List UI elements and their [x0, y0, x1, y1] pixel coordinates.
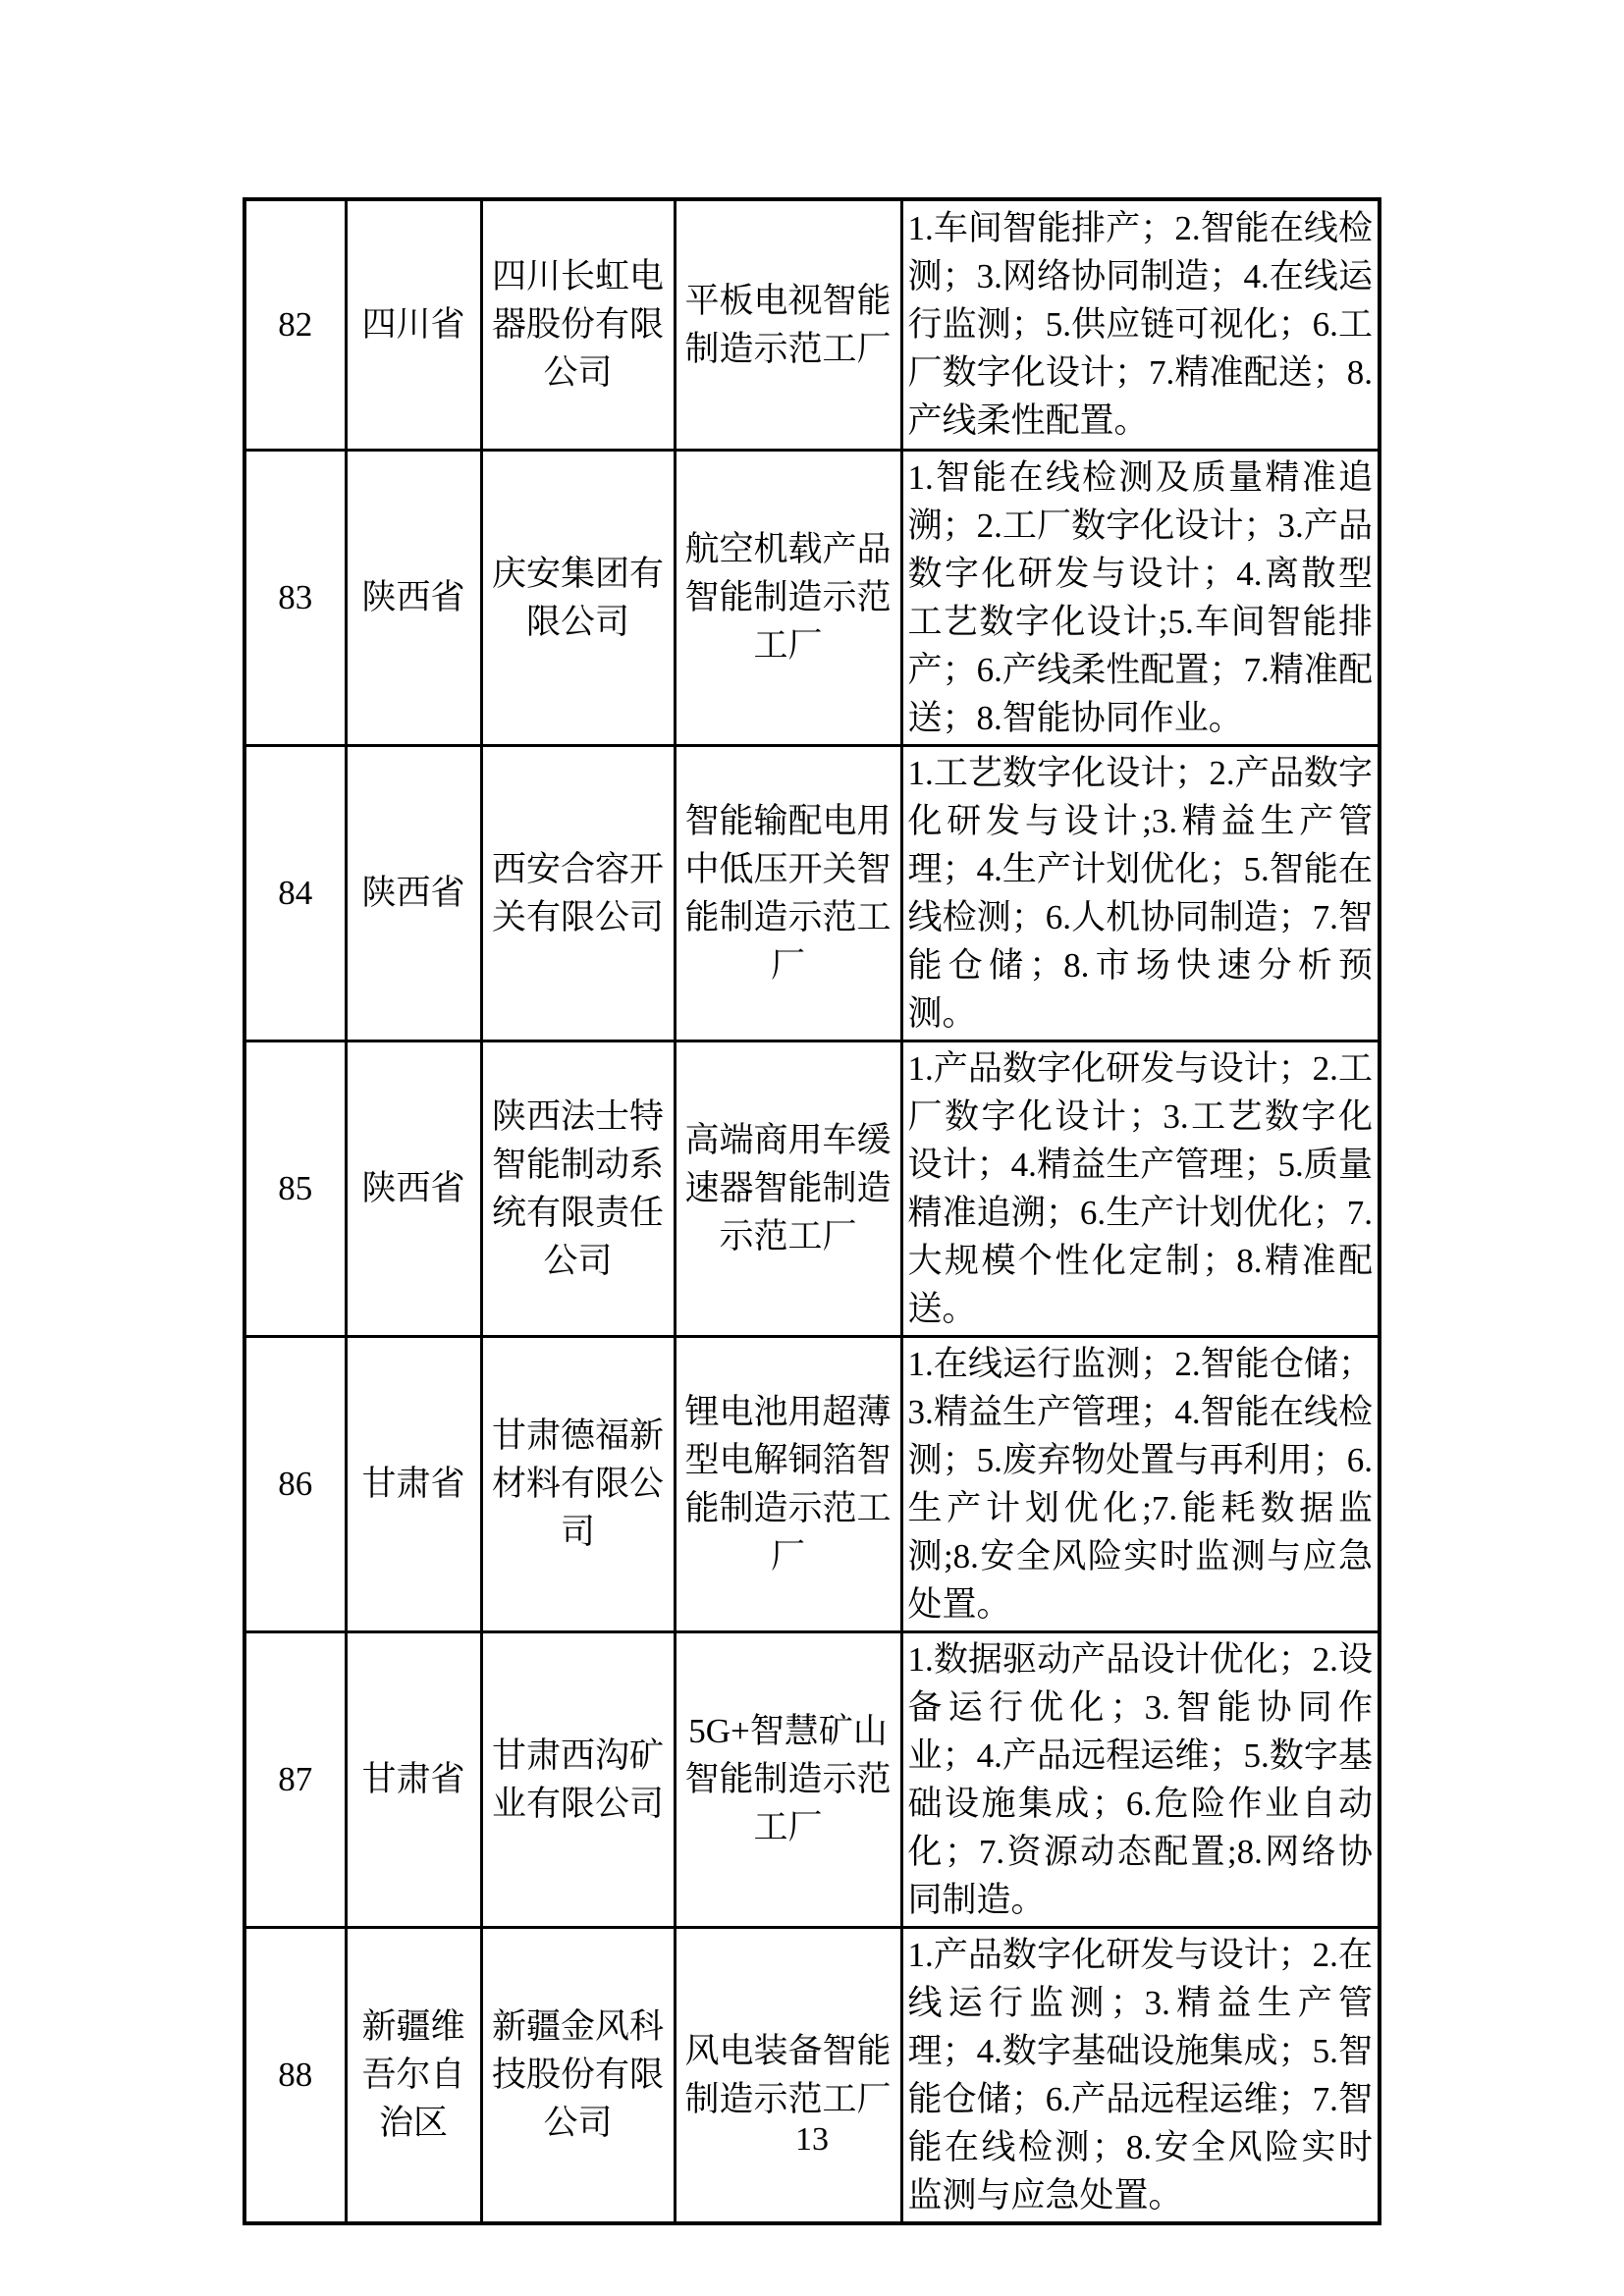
features-cell: 1.产品数字化研发与设计；2.工厂数字化设计；3.工艺数字化设计；4.精益生产管理；5.质量精准追溯；6.生产计划优化；7.大规模个性化定制；8.精准配送。 [901, 1041, 1380, 1336]
factory-name-cell: 智能输配电用中低压开关智能制造示范工厂 [675, 745, 901, 1041]
table-row [244, 1631, 1380, 1927]
table-row [244, 1041, 1380, 1336]
province-cell: 陕西省 [346, 745, 481, 1041]
features-cell: 1.在线运行监测；2.智能仓储；3.精益生产管理；4.智能在线检测；5.废弃物处置与再利用；6.生产计划优化;7.能耗数据监测;8.安全风险实时监测与应急处置。 [901, 1336, 1380, 1631]
province-cell: 四川省 [346, 199, 481, 450]
page-number: 13 [795, 2121, 829, 2158]
row-number: 83 [244, 450, 346, 745]
company-cell: 陕西法士特智能制动系统有限责任公司 [481, 1041, 675, 1336]
table-row [244, 1336, 1380, 1631]
features-cell: 1.车间智能排产；2.智能在线检测；3.网络协同制造；4.在线运行监测；5.供应链可视化；6.工厂数字化设计；7.精准配送；8.产线柔性配置。 [901, 199, 1380, 450]
company-cell: 甘肃德福新材料有限公司 [481, 1336, 675, 1631]
features-cell: 1.智能在线检测及质量精准追溯；2.工厂数字化设计；3.产品数字化研发与设计；4.离散型工艺数字化设计;5.车间智能排产；6.产线柔性配置；7.精准配送；8.智能协同作业。 [901, 450, 1380, 745]
table-row [244, 745, 1380, 1041]
factory-name-cell: 航空机载产品智能制造示范工厂 [675, 450, 901, 745]
table-row [244, 199, 1380, 450]
factory-name-cell: 平板电视智能制造示范工厂 [675, 199, 901, 450]
factory-name-cell: 锂电池用超薄型电解铜箔智能制造示范工厂 [675, 1336, 901, 1631]
row-number: 82 [244, 199, 346, 450]
province-cell: 陕西省 [346, 1041, 481, 1336]
province-cell: 甘肃省 [346, 1336, 481, 1631]
company-cell: 甘肃西沟矿业有限公司 [481, 1631, 675, 1927]
table-row [244, 1927, 1380, 2223]
row-number: 84 [244, 745, 346, 1041]
row-number: 88 [244, 1927, 346, 2223]
row-number: 85 [244, 1041, 346, 1336]
company-cell: 西安合容开关有限公司 [481, 745, 675, 1041]
province-cell: 甘肃省 [346, 1631, 481, 1927]
features-cell: 1.数据驱动产品设计优化；2.设备运行优化；3.智能协同作业；4.产品远程运维；5.数字基础设施集成；6.危险作业自动化；7.资源动态配置;8.网络协同制造。 [901, 1631, 1380, 1927]
factory-name-cell: 高端商用车缓速器智能制造示范工厂 [675, 1041, 901, 1336]
company-cell: 庆安集团有限公司 [481, 450, 675, 745]
row-number: 86 [244, 1336, 346, 1631]
province-cell: 新疆维吾尔自治区 [346, 1927, 481, 2223]
table-row [244, 450, 1380, 745]
features-cell: 1.产品数字化研发与设计；2.在线运行监测；3.精益生产管理；4.数字基础设施集成；5.智能仓储；6.产品远程运维；7.智能在线检测；8.安全风险实时监测与应急处置。 [901, 1927, 1380, 2223]
row-number: 87 [244, 1631, 346, 1927]
features-cell: 1.工艺数字化设计；2.产品数字化研发与设计;3.精益生产管理；4.生产计划优化；5.智能在线检测；6.人机协同制造；7.智能仓储；8.市场快速分析预测。 [901, 745, 1380, 1041]
province-cell: 陕西省 [346, 450, 481, 745]
factory-name-cell: 风电装备智能制造示范工厂 [675, 1927, 901, 2223]
company-cell: 新疆金风科技股份有限公司 [481, 1927, 675, 2223]
factory-name-cell: 5G+智慧矿山智能制造示范工厂 [675, 1631, 901, 1927]
company-cell: 四川长虹电器股份有限公司 [481, 199, 675, 450]
factory-table [243, 197, 1381, 2225]
